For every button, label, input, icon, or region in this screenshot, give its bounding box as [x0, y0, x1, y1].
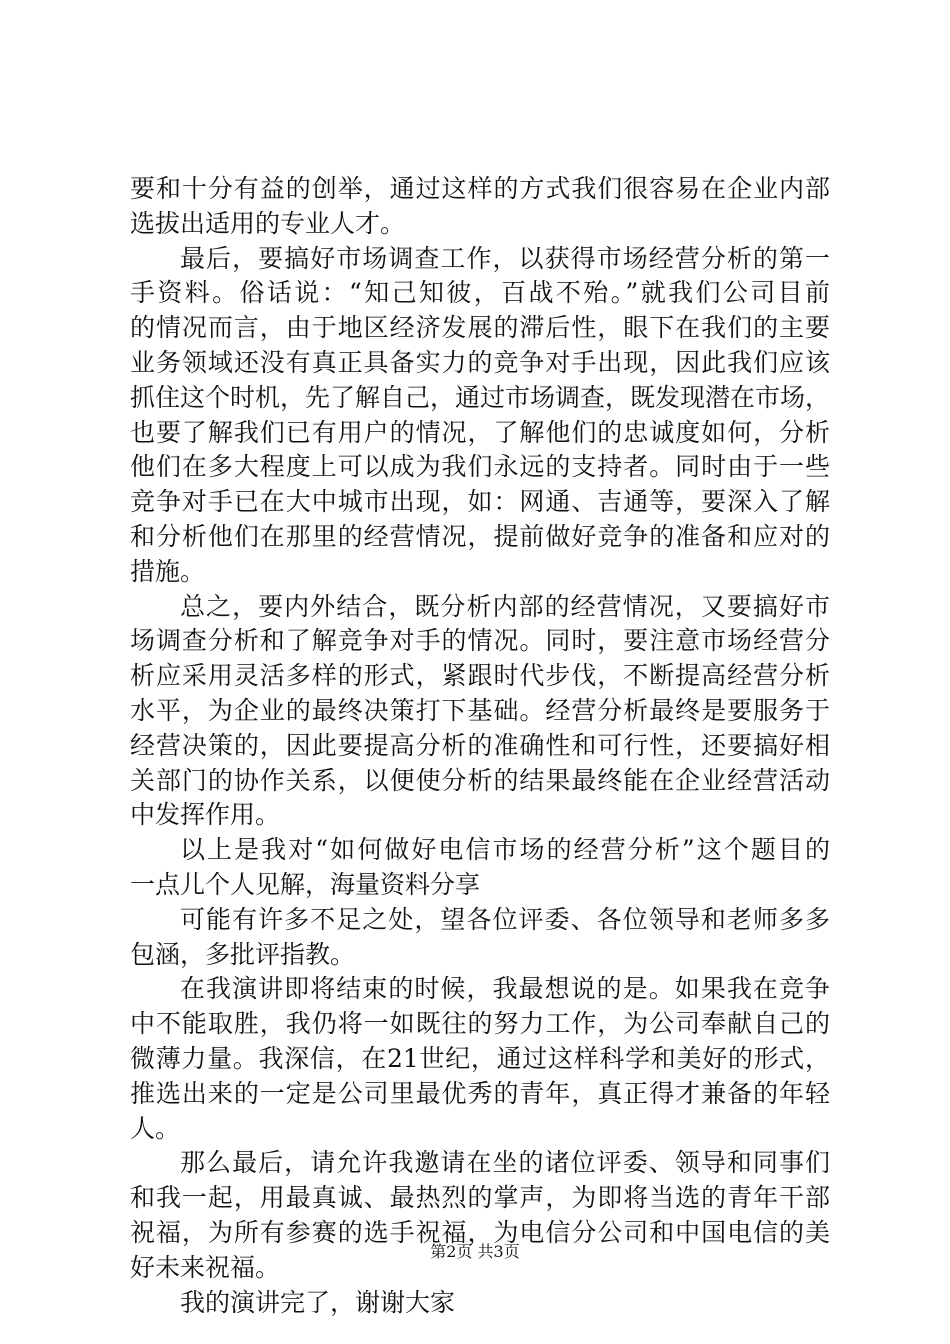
page-footer: 第2页 共3页 [430, 1242, 520, 1261]
text-line: 措施。 [130, 556, 206, 586]
text-line: 关部门的协作关系，以便使分析的结果最终能在企业经营活动 [130, 765, 830, 795]
text-line: 可能有许多不足之处，望各位评委、各位领导和老师多多 [180, 904, 830, 934]
text-line: 中不能取胜，我仍将一如既往的努力工作，为公司奉献自己的 [130, 1009, 830, 1039]
text-line: 好未来祝福。 [130, 1252, 281, 1282]
text-line: 要和十分有益的创举，通过这样的方式我们很容易在企业内部 [130, 174, 830, 203]
text-line: 他们在多大程度上可以成为我们永远的支持者。同时由于一些 [130, 452, 830, 482]
text-line: 那么最后，请允许我邀请在坐的诸位评委、领导和同事们 [180, 1148, 830, 1178]
text-line: 的情况而言，由于地区经济发展的滞后性，眼下在我们的主要 [130, 313, 830, 343]
text-line: 选拔出适用的专业人才。 [130, 208, 406, 238]
text-line: 祝福，为所有参赛的选手祝福，为电信分公司和中国电信的美 [130, 1217, 830, 1247]
text-line: 推选出来的一定是公司里最优秀的青年，真正得才兼备的年轻 [130, 1078, 830, 1108]
text-line: 人。 [130, 1113, 181, 1143]
text-line: 在我演讲即将结束的时候，我最想说的是。如果我在竞争 [180, 974, 830, 1004]
text-line: 竞争对手已在大中城市出现，如：网通、吉通等，要深入了解 [130, 487, 830, 517]
text-line: 场调查分析和了解竞争对手的情况。同时，要注意市场经营分 [130, 626, 830, 656]
text-line: 微薄力量。我深信，在21世纪，通过这样科学和美好的形式， [130, 1043, 830, 1073]
text-line: 经营决策的，因此要提高分析的准确性和可行性，还要搞好相 [130, 730, 830, 760]
text-line: 抓住这个时机，先了解自己，通过市场调查，既发现潜在市场， [130, 382, 831, 412]
text-line: 也要了解我们已有用户的情况，了解他们的忠诚度如何，分析 [130, 417, 830, 447]
text-line: 一点儿个人见解，海量资料分享 [130, 869, 481, 899]
text-line: 和分析他们在那里的经营情况，提前做好竞争的准备和应对的 [130, 521, 830, 551]
text-line: 中发挥作用。 [130, 800, 281, 830]
text-line: 最后，要搞好市场调查工作，以获得市场经营分析的第一 [180, 243, 830, 273]
text-line: 以上是我对“如何做好电信市场的经营分析”这个题目的 [180, 835, 830, 865]
text-line: 析应采用灵活多样的形式，紧跟时代步伐，不断提高经营分析 [130, 661, 830, 691]
text-line: 水平，为企业的最终决策打下基础。经营分析最终是要服务于 [130, 695, 830, 725]
text-line: 手资料。俗话说：“知己知彼，百战不殆。”就我们公司目前 [130, 278, 830, 308]
text-line: 总之，要内外结合，既分析内部的经营情况，又要搞好市 [180, 591, 830, 621]
text-line: 业务领域还没有真正具备实力的竞争对手出现，因此我们应该 [130, 347, 830, 377]
text-line: 和我一起，用最真诚、最热烈的掌声，为即将当选的青年干部 [130, 1183, 830, 1213]
text-line: 包涵，多批评指教。 [130, 939, 356, 969]
text-line: 我的演讲完了，谢谢大家 [180, 1287, 456, 1317]
document-body [130, 172, 830, 1320]
